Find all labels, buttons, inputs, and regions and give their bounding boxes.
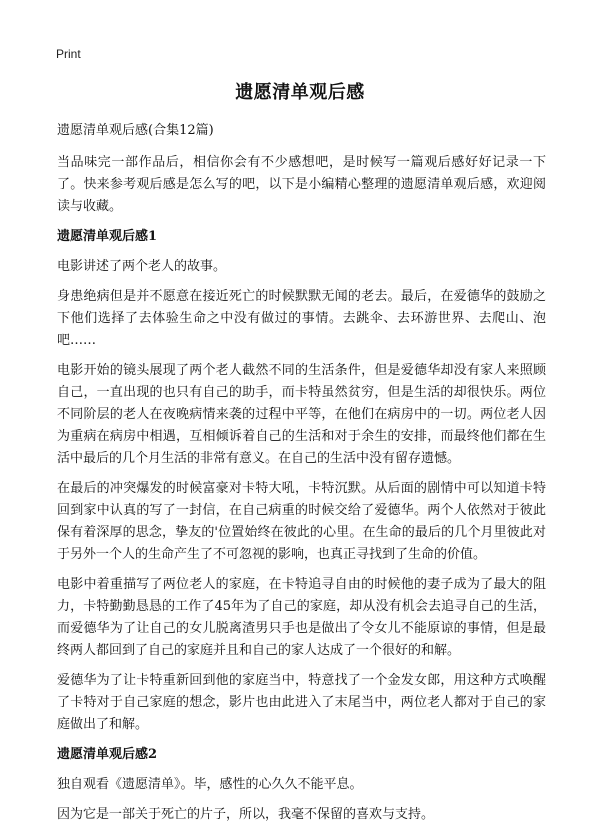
print-link[interactable]: Print: [56, 47, 81, 61]
page-title: 遗愿清单观后感: [235, 82, 365, 103]
section-heading-2: 遗愿清单观后感2: [57, 747, 158, 762]
section-heading-1: 遗愿清单观后感1: [57, 229, 158, 244]
section-1-paragraph-5: 电影中着重描写了两位老人的家庭，在卡特追寻自由的时候他的妻子成为了最大的阻力，卡特勤勤恳恳的工作了45年为了自己的家庭，却从没有机会去追寻自己的生活，而爱德华为了让自己的女儿脱离渣男只手也是做出了令女儿不能原谅的事情，但是最终两人都回到了自己的家庭并且和自己的家人达成了一个很好的和解。: [57, 577, 546, 658]
section-1-paragraph-6: 爱德华为了让卡特重新回到他的家庭当中，特意找了一个金发女郎，用这种方式唤醒了卡特对于自己家庭的想念，影片也由此进入了末尾当中，两位老人都对于自己的家庭做出了和解。: [57, 673, 546, 732]
section-1-paragraph-2: 身患绝病但是并不愿意在接近死亡的时候默默无闻的老去。最后，在爱德华的鼓励之下他们选择了去体验生命之中没有做过的事情。去跳伞、去环游世界、去爬山、泡吧……: [57, 289, 546, 348]
section-1-paragraph-1: 电影讲述了两个老人的故事。: [57, 259, 227, 274]
intro-paragraph: 当品味完一部作品后，相信你会有不少感想吧，是时候写一篇观后感好好记录一下了。快来参考观后感是怎么写的吧，以下是小编精心整理的遗愿清单观后感，欢迎阅读与收藏。: [57, 155, 546, 214]
section-2-paragraph-2: 因为它是一部关于死亡的片子，所以，我毫不保留的喜欢与支持。: [57, 807, 435, 822]
document-body: [57, 120, 546, 834]
section-1-paragraph-3: 电影开始的镜头展现了两个老人截然不同的生活条件，但是爱德华却没有家人来照顾自己，一直出现的也只有自己的助手，而卡特虽然贫穷，但是生活的却很快乐。两位不同阶层的老人在夜晚病情来袭的过程中平等，在他们在病房中的一切。两位老人因为重病在病房中相遇，互相倾诉着自己的生活和对于余生的安排，而最终他们都在生活中最后的几个月生活的非常有意义。在自己的生活中没有留存遗憾。: [57, 363, 546, 466]
section-2-paragraph-1: 独自观看《遗愿清单》。毕，感性的心久久不能平息。: [57, 777, 363, 792]
section-1-paragraph-4: 在最后的冲突爆发的时候富豪对卡特大吼，卡特沉默。从后面的剧情中可以知道卡特回到家中认真的写了一封信，在自己病重的时候交给了爱德华。两个人依然对于彼此保有着深厚的思念，挚友的'位置始终在彼此的心里。在生命的最后的几个月里彼此对于另外一个人的生命产生了不可忽视的影响，也真正寻找到了生命的价值。: [57, 481, 546, 562]
document-subtitle: 遗愿清单观后感(合集12篇): [57, 123, 214, 138]
